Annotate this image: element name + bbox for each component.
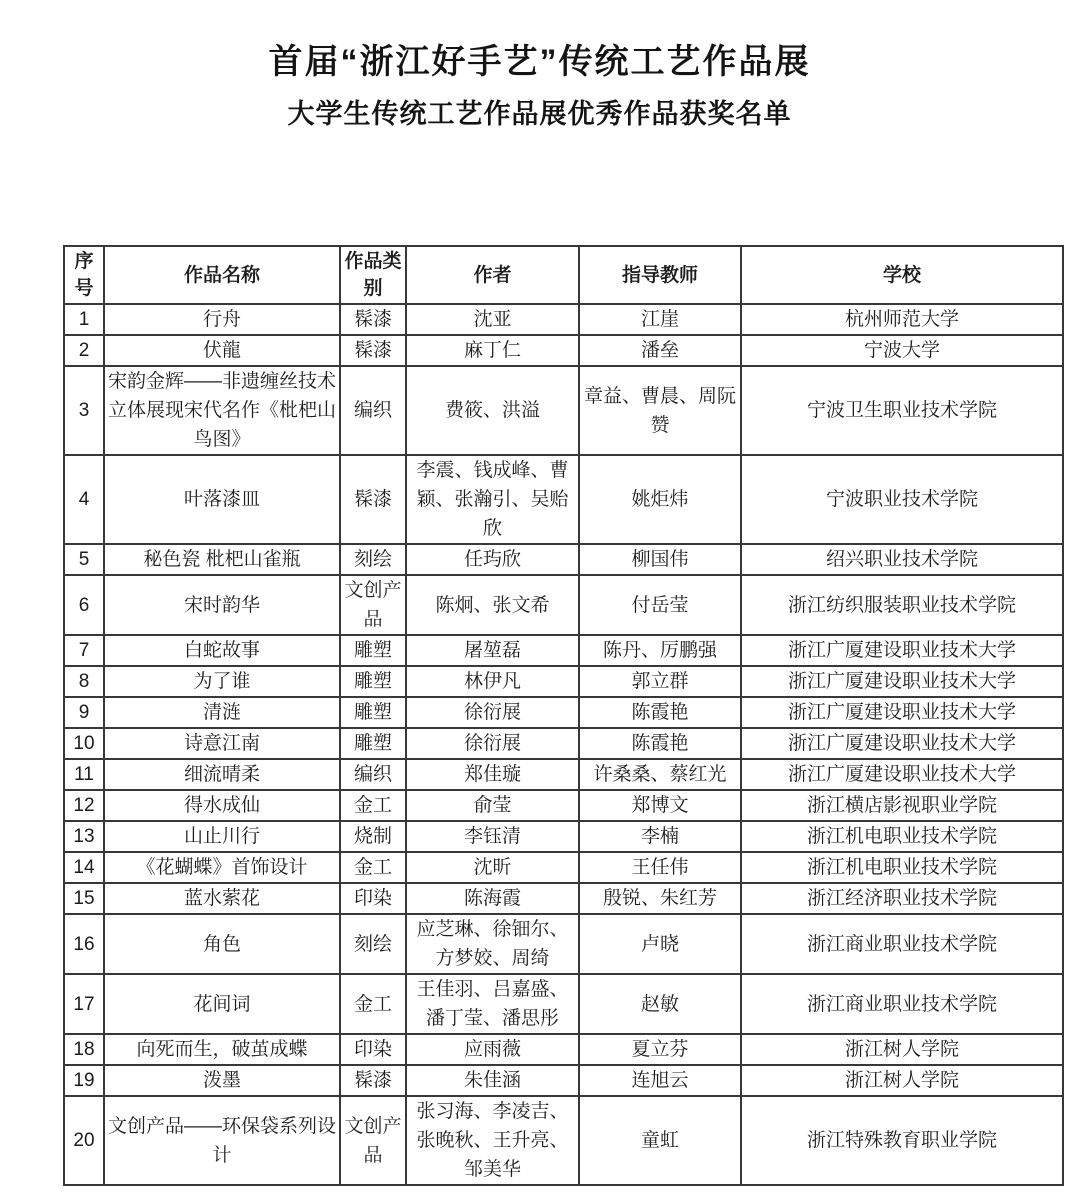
advisors-cell: 夏立芬 [579,1034,741,1065]
work-name-cell: 秘色瓷 枇杷山雀瓶 [104,544,340,575]
advisors-cell: 许桑桑、蔡红光 [579,759,741,790]
advisors-cell: 付岳莹 [579,575,741,635]
advisors-cell: 赵敏 [579,974,741,1034]
school-cell: 浙江机电职业技术学院 [741,852,1063,883]
category-cell: 金工 [340,852,406,883]
school-cell: 浙江树人学院 [741,1065,1063,1096]
table-row [64,759,1063,790]
work-name-cell: 角色 [104,914,340,974]
work-name-cell: 叶落漆皿 [104,455,340,544]
work-name-cell: 清涟 [104,697,340,728]
work-name-cell: 《花蝴蝶》首饰设计 [104,852,340,883]
category-cell: 文创产品 [340,1096,406,1185]
school-cell: 浙江商业职业技术学院 [741,974,1063,1034]
serial-cell: 7 [64,635,104,666]
category-cell: 编织 [340,366,406,455]
table-row [64,635,1063,666]
table-row [64,852,1063,883]
authors-cell: 沈亚 [406,304,579,335]
school-cell: 宁波职业技术学院 [741,455,1063,544]
advisors-cell: 柳国伟 [579,544,741,575]
category-cell: 印染 [340,883,406,914]
category-cell: 雕塑 [340,666,406,697]
awards-table-body [64,304,1063,1185]
category-cell: 雕塑 [340,635,406,666]
table-row [64,974,1063,1034]
serial-cell: 12 [64,790,104,821]
work-name-cell: 泼墨 [104,1065,340,1096]
serial-cell: 18 [64,1034,104,1065]
authors-cell: 费筱、洪溢 [406,366,579,455]
authors-cell: 朱佳涵 [406,1065,579,1096]
advisors-cell: 潘垒 [579,335,741,366]
serial-cell: 16 [64,914,104,974]
table-row [64,575,1063,635]
serial-cell: 3 [64,366,104,455]
authors-cell: 徐衍展 [406,728,579,759]
authors-cell: 林伊凡 [406,666,579,697]
category-cell: 金工 [340,790,406,821]
authors-cell: 徐衍展 [406,697,579,728]
category-cell: 髹漆 [340,335,406,366]
work-name-cell: 山止川行 [104,821,340,852]
work-name-cell: 白蛇故事 [104,635,340,666]
school-cell: 浙江机电职业技术学院 [741,821,1063,852]
serial-cell: 20 [64,1096,104,1185]
table-row [64,335,1063,366]
work-name-cell: 蓝水萦花 [104,883,340,914]
category-cell: 雕塑 [340,728,406,759]
school-cell: 宁波大学 [741,335,1063,366]
serial-cell: 13 [64,821,104,852]
work-name-cell: 向死而生，破茧成蝶 [104,1034,340,1065]
page-subtitle: 大学生传统工艺作品展优秀作品获奖名单 [287,99,792,129]
authors-cell: 应芝琳、徐钿尔、方梦姣、周绮 [406,914,579,974]
advisors-cell: 郑博文 [579,790,741,821]
school-cell: 绍兴职业技术学院 [741,544,1063,575]
serial-cell: 2 [64,335,104,366]
work-name-cell: 得水成仙 [104,790,340,821]
work-name-cell: 为了谁 [104,666,340,697]
awards-table [63,245,1064,1186]
advisors-cell: 章益、曹晨、周阮赞 [579,366,741,455]
table-row [64,304,1063,335]
header-school: 学校 [741,246,1063,304]
advisors-cell: 江崖 [579,304,741,335]
authors-cell: 李震、钱成峰、曹颖、张瀚引、吴贻欣 [406,455,579,544]
header-advisors: 指导教师 [579,246,741,304]
work-name-cell: 花间词 [104,974,340,1034]
school-cell: 浙江纺织服装职业技术学院 [741,575,1063,635]
work-name-cell: 伏龍 [104,335,340,366]
serial-cell: 8 [64,666,104,697]
authors-cell: 俞莹 [406,790,579,821]
header-row [64,246,1063,304]
table-row [64,790,1063,821]
work-name-cell: 文创产品——环保袋系列设计 [104,1096,340,1185]
advisors-cell: 卢晓 [579,914,741,974]
serial-cell: 19 [64,1065,104,1096]
work-name-cell: 诗意江南 [104,728,340,759]
serial-cell: 14 [64,852,104,883]
authors-cell: 沈昕 [406,852,579,883]
serial-cell: 9 [64,697,104,728]
advisors-cell: 王任伟 [579,852,741,883]
serial-cell: 10 [64,728,104,759]
school-cell: 浙江广厦建设职业技术大学 [741,635,1063,666]
page-title: 首届“浙江好手艺”传统工艺作品展 [268,43,811,81]
serial-cell: 17 [64,974,104,1034]
work-name-cell: 行舟 [104,304,340,335]
school-cell: 浙江广厦建设职业技术大学 [741,697,1063,728]
school-cell: 浙江商业职业技术学院 [741,914,1063,974]
authors-cell: 任玙欣 [406,544,579,575]
category-cell: 烧制 [340,821,406,852]
school-cell: 浙江特殊教育职业学院 [741,1096,1063,1185]
school-cell: 浙江树人学院 [741,1034,1063,1065]
authors-cell: 王佳羽、吕嘉盛、潘丁莹、潘思彤 [406,974,579,1034]
school-cell: 浙江广厦建设职业技术大学 [741,666,1063,697]
table-row [64,821,1063,852]
school-cell: 宁波卫生职业技术学院 [741,366,1063,455]
authors-cell: 郑佳璇 [406,759,579,790]
table-row [64,1096,1063,1185]
work-name-cell: 宋时韵华 [104,575,340,635]
advisors-cell: 殷锐、朱红芳 [579,883,741,914]
authors-cell: 屠堃磊 [406,635,579,666]
authors-cell: 应雨薇 [406,1034,579,1065]
table-row [64,883,1063,914]
advisors-cell: 童虹 [579,1096,741,1185]
advisors-cell: 连旭云 [579,1065,741,1096]
advisors-cell: 陈丹、厉鹏强 [579,635,741,666]
serial-cell: 15 [64,883,104,914]
table-row [64,697,1063,728]
table-row [64,366,1063,455]
advisors-cell: 李楠 [579,821,741,852]
table-row [64,666,1063,697]
advisors-cell: 陈霞艳 [579,697,741,728]
advisors-cell: 陈霞艳 [579,728,741,759]
authors-cell: 李钰清 [406,821,579,852]
table-row [64,728,1063,759]
serial-cell: 6 [64,575,104,635]
authors-cell: 陈炯、张文希 [406,575,579,635]
table-row [64,914,1063,974]
table-row [64,1034,1063,1065]
category-cell: 刻绘 [340,914,406,974]
authors-cell: 麻丁仁 [406,335,579,366]
authors-cell: 张习海、李凌吉、张晚秋、王升亮、邹美华 [406,1096,579,1185]
header-serial: 序号 [64,246,104,304]
header-work-name: 作品名称 [104,246,340,304]
school-cell: 浙江经济职业技术学院 [741,883,1063,914]
school-cell: 浙江横店影视职业学院 [741,790,1063,821]
serial-cell: 4 [64,455,104,544]
table-row [64,544,1063,575]
work-name-cell: 细流晴柔 [104,759,340,790]
serial-cell: 1 [64,304,104,335]
work-name-cell: 宋韵金辉——非遗缠丝技术立体展现宋代名作《枇杷山鸟图》 [104,366,340,455]
category-cell: 印染 [340,1034,406,1065]
category-cell: 髹漆 [340,1065,406,1096]
category-cell: 文创产品 [340,575,406,635]
category-cell: 编织 [340,759,406,790]
category-cell: 刻绘 [340,544,406,575]
awards-table-header [64,246,1063,304]
table-row [64,1065,1063,1096]
category-cell: 髹漆 [340,304,406,335]
table-row [64,455,1063,544]
advisors-cell: 姚炬炜 [579,455,741,544]
school-cell: 杭州师范大学 [741,304,1063,335]
header-category: 作品类别 [340,246,406,304]
school-cell: 浙江广厦建设职业技术大学 [741,728,1063,759]
advisors-cell: 郭立群 [579,666,741,697]
category-cell: 髹漆 [340,455,406,544]
header-authors: 作者 [406,246,579,304]
school-cell: 浙江广厦建设职业技术大学 [741,759,1063,790]
authors-cell: 陈海霞 [406,883,579,914]
category-cell: 雕塑 [340,697,406,728]
serial-cell: 5 [64,544,104,575]
category-cell: 金工 [340,974,406,1034]
serial-cell: 11 [64,759,104,790]
